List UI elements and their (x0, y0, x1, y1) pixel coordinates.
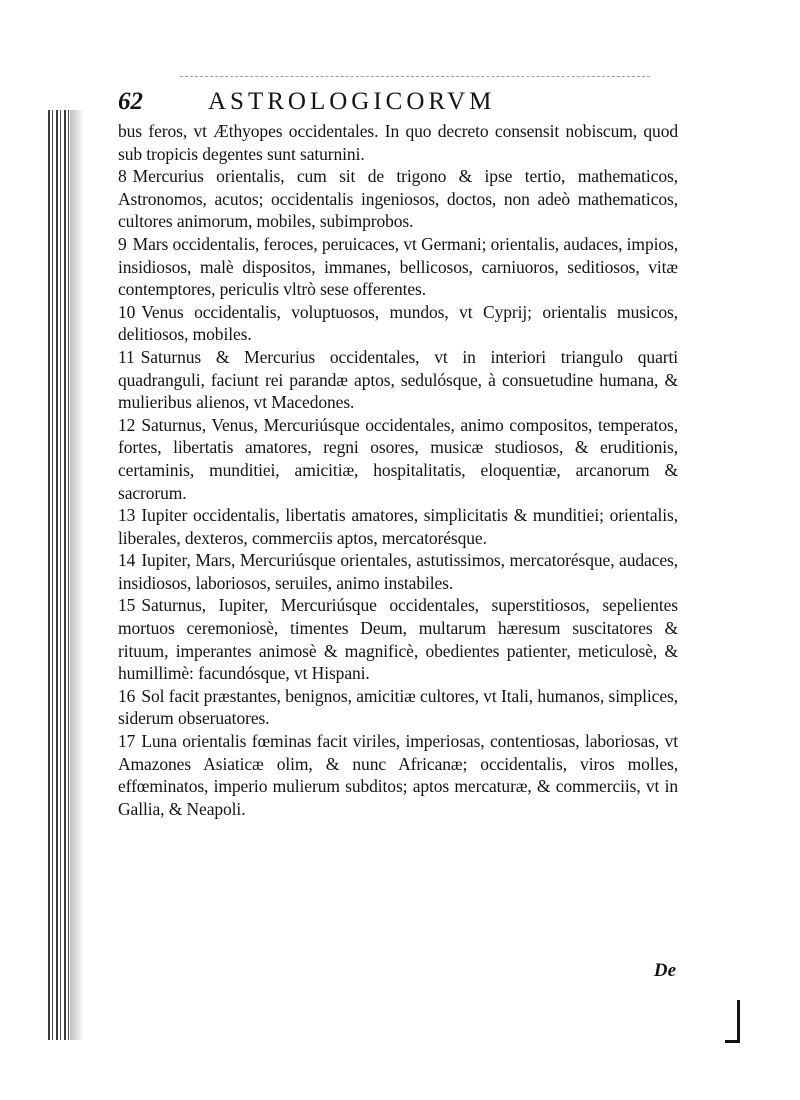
paragraph (118, 594, 678, 684)
paragraph-text: Saturnus & Mercurius occidentales, vt in interiori triangulo quarti quadranguli, faciunt rei parandæ aptos, sedulósque, à consuetudine humana, & mulieribus alienos, vt Macedones. (118, 346, 678, 413)
paragraph (118, 346, 678, 414)
paragraph-number: 9 (118, 233, 127, 254)
paragraph-number: 13 (118, 505, 136, 526)
paragraph-text: Iupiter occidentalis, libertatis amatores, simplicitatis & munditiei; orientalis, liberales, dexteros, commerciis aptos, mercatorésque. (118, 505, 678, 548)
paragraph (118, 549, 678, 594)
gutter-shadow (70, 110, 84, 1040)
paragraph-text: Luna orientalis fœminas facit viriles, imperiosas, contentiosas, laboriosas, vt Amazones Asiaticæ olim, & nunc Africanæ; occidentalis, viros molles, effœminatos, imperio mulierum subditos; aptos mercaturæ, & commerciis, vt in Gallia, & Neapoli. (118, 731, 678, 819)
paragraph-text: Venus occidentalis, voluptuosos, mundos, vt Cyprij; orientalis musicos, delitiosos, mobiles. (118, 301, 678, 345)
page-number: 62 (118, 88, 143, 115)
paragraph (118, 233, 678, 301)
paragraph (118, 120, 678, 165)
paragraph-number: 10 (118, 301, 136, 322)
paragraph-text: Mars occidentalis, feroces, peruicaces, vt Germani; orientalis, audaces, impios, insidiosos, malè dispositos, immanes, bellicosos, carniuoros, seditiosos, vitæ contemptores, periculis vltrò sese offerentes. (118, 233, 678, 300)
catchword: De (653, 960, 676, 981)
page-corner-edge (725, 1000, 740, 1043)
paragraph (118, 685, 678, 730)
paragraph-text: bus feros, vt Æthyopes occidentales. In quo decreto consensit nobiscum, quod sub tropicis degentes sunt saturnini. (118, 121, 678, 164)
page-header (118, 88, 678, 118)
paragraph-number: 8 (118, 166, 127, 187)
paragraph (118, 165, 678, 233)
paragraph-number: 12 (118, 414, 136, 435)
paragraph (118, 301, 678, 346)
paragraph (118, 504, 678, 549)
paragraph-text: Iupiter, Mars, Mercuriúsque orientales, astutissimos, mercatorésque, audaces, insidiosos, laboriosos, seruiles, animo instabiles. (118, 550, 678, 593)
paragraph-text: Saturnus, Iupiter, Mercuriúsque occidentales, superstitiosos, sepelientes mortuos ceremoniosè, timentes Deum, multarum hæresum suscitatores & rituum, imperantes animosè & magnificè, obedientes patienter, meticulosè, & humillimè: facundósque, vt Hispani. (118, 595, 678, 684)
paragraph-number: 17 (118, 731, 136, 752)
paragraph-number: 15 (118, 595, 136, 616)
paragraph-text: Saturnus, Venus, Mercuriúsque occidentales, animo compositos, temperatos, fortes, libertatis amatores, regni osores, musicæ studiosos, & eruditionis, certaminis, munditiei, amicitiæ, hospitalitatis, eloquentiæ, arcanorum & sacrorum. (118, 414, 678, 503)
running-head: ASTROLOGICORVM (208, 88, 496, 115)
paragraph (118, 730, 678, 820)
paragraph-number: 11 (118, 346, 135, 367)
paragraph (118, 414, 678, 504)
paragraph-text: Mercurius orientalis, cum sit de trigono & ipse tertio, mathematicos, Astronomos, acutos; occidentalis ingeniosos, doctos, non adeò mathematicos, cultores animorum, mobiles, subimprobos. (118, 166, 678, 232)
top-trim-line (180, 76, 650, 77)
binding-gutter (48, 110, 70, 1040)
paragraph-number: 14 (118, 550, 136, 571)
paragraph-number: 16 (118, 685, 136, 706)
body-text (118, 120, 678, 820)
page-text-block (118, 88, 678, 820)
paragraph-text: Sol facit præstantes, benignos, amicitiæ cultores, vt Itali, humanos, simplices, siderum obseruatores. (118, 685, 678, 729)
